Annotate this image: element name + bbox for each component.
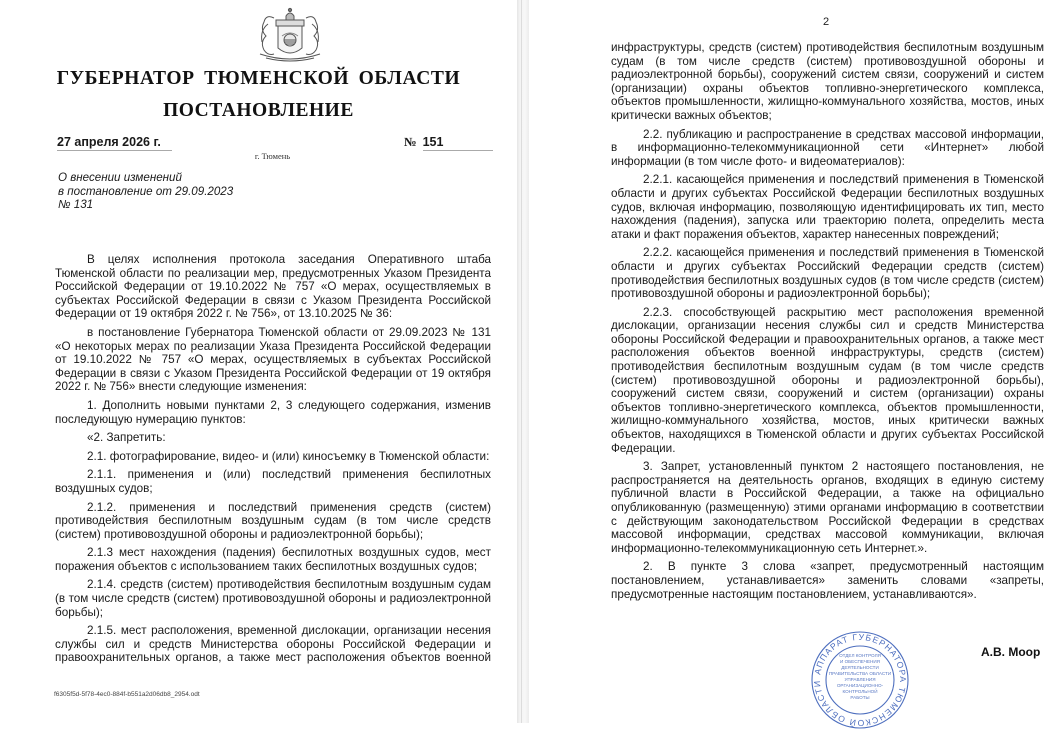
page-number: 2 (822, 16, 830, 28)
paragraph-preamble: В целях исполнения протокола заседания Оперативного штаба Тюменской области по реализации мер, предусмотренных Указом Президента Российской Федерации от 19.10.2022 № 757 «О мерах, осуществляемых в субъектах Российской Федерации в связи с Указом Президента Российской Федерации от 19 октября 2022 г. № 756», от 13.10.2025 № 36: (55, 253, 491, 321)
stamp-line: РАБОТЫ (850, 695, 870, 700)
paragraph-item-2-1-4: 2.1.4. средств (систем) противодействия беспилотным воздушным судам (в том числе средств (систем) противовоздушной обороны и радиоэлектронной борьбы); (55, 578, 491, 619)
city-label: г. Тюмень (254, 151, 291, 161)
subject-line: в постановление от 29.09.2023 (58, 184, 234, 198)
stamp-line: ПРАВИТЕЛЬСТВА ОБЛАСТИ (828, 671, 892, 676)
paragraph-item-2-1: 2.1. фотографирование, видео- и (или) киносъемку в Тюменской области: (87, 449, 490, 463)
stamp-line: ОРГАНИЗАЦИОННО- (836, 683, 884, 688)
document-page-1 (0, 0, 517, 723)
page-divider (517, 0, 529, 723)
paragraph-item-2-2-2: 2.2.2. касающейся применения и последствий применения в Тюменской области и других субъектах Российский Федерации средств (систем) противодействия беспилотных воздушных судов (в том числе средств (систем) противовоздушной обороны и радиоэлектронной борьбы); (611, 246, 1044, 301)
paragraph-item-2: «2. Запретить: (87, 431, 166, 445)
subject-line: О внесении изменений (58, 171, 182, 184)
document-number: 151 (423, 135, 493, 151)
document-number-field (404, 135, 493, 151)
page-1-body (55, 253, 491, 670)
paragraph-item-2-1-3: 2.1.3 мест нахождения (падения) беспилотных воздушных судов, мест поражения объектов с использованием таких беспилотных воздушных судов; (55, 546, 491, 573)
subject-line: № 131 (58, 198, 94, 212)
paragraph-item-2-2-1: 2.2.1. касающейся применения и последствий применения в Тюменской области и других субъектах Российской Федерации беспилотных воздушных судов, включая информацию, позволяющую идентифицировать их тип, место нахождения (падения), запуска или траекторию полета, определить места атаки и факт поражения объектов, характер нанесенных повреждений; (611, 173, 1044, 241)
stamp-line: ОТДЕЛ КОНТРОЛЯ (839, 653, 881, 658)
paragraph-item-1: 1. Дополнить новыми пунктами 2, 3 следующего содержания, изменив последующую нумерацию пунктов: (55, 398, 491, 426)
stamp-outer-text: АППАРАТ ГУБЕРНАТОРА ТЮМЕНСКОЙ ОБЛАСТИ (811, 631, 909, 729)
stamp-line: ДЕЯТЕЛЬНОСТИ (841, 665, 879, 670)
stamp-line: УПРАВЛЕНИЯ (844, 677, 876, 682)
stamp-line: КОНТРОЛЬНОЙ (842, 689, 878, 694)
paragraph-item-2-1-1: 2.1.1. применения и (или) последствий применения беспилотных воздушных судов; (55, 468, 491, 495)
page-2-body (611, 41, 1044, 606)
paragraph-item-2-2: 2.2. публикацию и распространение в средствах массовой информации, в информационно-телекоммуникационной сети «Интернет» любой информации (в том числе фото- и видеоматериалов): (611, 127, 1044, 168)
stamp-line: И ОБЕСПЕЧЕНИЯ (840, 659, 880, 664)
number-sign: № (404, 135, 417, 149)
file-id-footer: f6305f5d-5f78-4ec0-884f-b551a2d06db8_2954.odt (54, 691, 200, 698)
signatory-name: А.В. Моор (981, 645, 1041, 659)
paragraph-continuation: инфраструктуры, средств (систем) противодействия беспилотным воздушным судам (в том числе средств (систем) противовоздушной обороны и радиоэлектронной борьбы), сооружений систем связи, сооружений и систем (организации) охраны объектов топливно-энергетического комплекса, объектов промышленности, жилищно-коммунального хозяйства, мостов, иных критически важных объектов; (611, 41, 1044, 122)
paragraph-item-3: 3. Запрет, установленный пунктом 2 настоящего постановления, не распространяется на деятельность органов, входящих в единую систему публичной власти в Российской Федерации, а также на официально опубликованную (размещенную) этими органами информацию в соответствии с действующим законодательством Российской Федерации в средствах массовой информации, средствах массовой коммуникации, включая информационно-телекоммуникационную сеть Интернет.». (611, 460, 1044, 555)
document-type: ПОСТАНОВЛЕНИЕ (163, 100, 354, 121)
paragraph-amend-2: 2. В пункте 3 слова «запрет, предусмотренный настоящим постановлением, устанавливается» заменить словами «запреты, предусмотренные настоящим постановлением, устанавливаются». (611, 560, 1044, 601)
issuer-title: ГУБЕРНАТОР ТЮМЕНСКОЙ ОБЛАСТИ (56, 68, 461, 89)
document-date: 27 апреля 2026 г. (57, 135, 172, 151)
paragraph-item-2-2-3: 2.2.3. способствующей раскрытию мест расположения временной дислокации, организации несения службы сил и средств Министерства обороны Российской Федерации и правоохранительных органов, а также мест расположения объектов военной инфраструктуры, средств (систем) противодействия беспилотным воздушным судам (в том числе средств (систем) противовоздушной обороны и радиоэлектронной борьбы), сооружений систем связи, сооружений и систем (организации) охраны объектов топливно-энергетического комплекса, объектов промышленности, жилищно-коммунального хозяйства, мостов, иных критически важных объектов, находящихся в Тюменской области и других субъектах Российской Федерации. (611, 305, 1044, 455)
coat-of-arms-icon (246, 6, 334, 64)
official-stamp-icon (808, 630, 912, 730)
paragraph-amend-intro: в постановление Губернатора Тюменской области от 29.09.2023 № 131 «О некоторых мерах по реализации Указа Президента Российской Федерации от 19.10.2022 № 757 «О мерах, осуществляемых в субъектах Российской Федерации в связи с Указом Президента Российской Федерации от 19 октября 2022 г. № 756» внести следующие изменения: (55, 325, 491, 394)
paragraph-item-2-1-5: 2.1.5. мест расположения, временной дислокации, организации несения службы сил и средств Министерства обороны Российской Федерации и правоохранительных органов, а также мест расположения объектов военной (55, 624, 491, 665)
document-subject (58, 171, 233, 212)
paragraph-item-2-1-2: 2.1.2. применения и последствий применения средств (систем) противодействия беспилотным воздушным судам (в том числе средств (систем) противовоздушной обороны и радиоэлектронной борьбы); (55, 500, 491, 541)
